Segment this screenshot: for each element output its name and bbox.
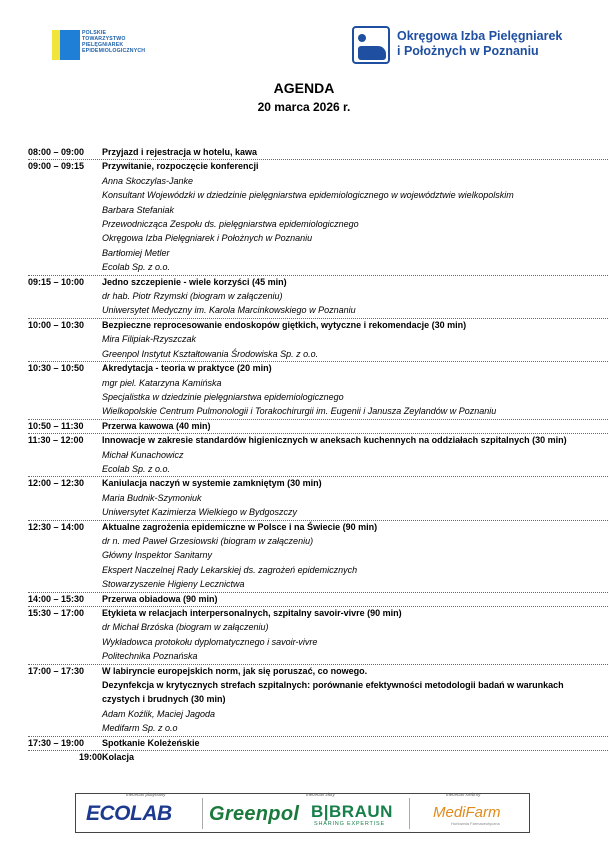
oipip-logo-text: Okręgowa Izba Pielęgniarek i Położnych w Poznaniu	[397, 29, 563, 58]
agenda-content	[102, 159, 608, 274]
agenda-content	[102, 750, 608, 764]
agenda-speaker-line: Wykładowca protokołu dyplomatycznego i savoir-vivre	[102, 636, 318, 647]
agenda-session-title: Spotkanie Koleżeńskie	[102, 737, 200, 748]
agenda-item	[28, 318, 608, 361]
agenda-time: 08:00 – 09:00	[28, 147, 85, 157]
agenda-session-title: Przyjazd i rejestracja w hotelu, kawa	[102, 147, 258, 157]
caption-gold: mecenas złoty	[306, 792, 335, 797]
agenda-speaker-line: Maria Budnik-Szymoniuk	[102, 492, 202, 503]
agenda-time: 14:00 – 15:30	[28, 593, 85, 604]
page-title: AGENDA	[273, 80, 335, 96]
agenda-speaker-line: Politechnika Poznańska	[102, 651, 198, 662]
agenda-item	[28, 159, 608, 274]
sponsor-divider	[202, 798, 203, 829]
agenda-speaker-line: Okręgowa Izba Pielęgniarek i Położnych w Poznaniu	[102, 233, 313, 244]
agenda-item	[28, 664, 608, 736]
agenda-speaker-line: Konsultant Wojewódzki w dziedzinie pielęgniarstwa epidemiologicznego w województwie wielkopolskim	[102, 190, 514, 201]
agenda-speaker-line: Anna Skoczylas-Janke	[102, 175, 194, 186]
agenda-content	[102, 592, 608, 606]
agenda-session-title: Jedno szczepienie - wiele korzyści (45 min)	[102, 276, 287, 287]
agenda-time: 15:30 – 17:00	[28, 608, 85, 618]
agenda-session-title: Akredytacja - teoria w praktyce (20 min)	[102, 363, 272, 374]
ptpe-logo	[52, 30, 162, 62]
agenda-item	[28, 476, 608, 519]
sponsor-divider	[409, 798, 410, 829]
agenda-session-title: Etykieta w relacjach interpersonalnych, szpitalny savoir-vivre (90 min)	[102, 608, 402, 618]
agenda-time: 17:00 – 17:30	[28, 665, 85, 676]
agenda-speaker-line: Ecolab Sp. z o.o.	[102, 463, 171, 474]
agenda-speaker-line: dr hab. Piotr Rzymski (biogram w załączeniu)	[102, 291, 283, 302]
agenda-session-title: Dezynfekcja w krytycznych strefach szpitalnych: porównanie efektywności metodologii badań w warunkach czystych i brudnych (30 min)	[102, 680, 564, 705]
agenda-time: 09:15 – 10:00	[28, 276, 85, 287]
agenda-session-title: Przerwa kawowa (40 min)	[102, 420, 211, 431]
agenda-speaker-line: mgr piel. Katarzyna Kamińska	[102, 377, 222, 388]
agenda-speaker-line: Adam Koźlik, Maciej Jagoda	[102, 708, 216, 719]
oipip-logo	[352, 26, 562, 66]
agenda-item	[28, 361, 608, 419]
event-date: 20 marca 2026 r.	[257, 100, 351, 114]
agenda-content	[102, 736, 608, 750]
agenda-item	[28, 750, 608, 764]
agenda-item	[28, 275, 608, 318]
agenda-time: 10:50 – 11:30	[28, 420, 84, 431]
agenda-session-title: Innowacje w zakresie standardów higienicznych w aneksach kuchennych na oddziałach szpitalnych (30 min)	[102, 435, 567, 446]
agenda-session-title: Kolacja	[102, 752, 135, 763]
agenda-session-title: Bezpieczne reprocesowanie endoskopów giętkich, wytyczne i rekomendacje (30 min)	[102, 319, 467, 330]
medifarm-tagline: Hurtownia Farmaceutyczna	[451, 821, 500, 826]
greenpol-logo: Greenpol	[209, 803, 300, 825]
sponsors-bar	[75, 793, 530, 833]
agenda-list	[28, 145, 608, 764]
agenda-session-title: Kaniulacja naczyń w systemie zamkniętym (30 min)	[102, 478, 322, 489]
agenda-speaker-line: dr Michał Brzóska (biogram w załączeniu)	[102, 622, 269, 633]
agenda-item	[28, 520, 608, 592]
agenda-time: 09:00 – 09:15	[28, 161, 85, 172]
agenda-speaker-line: Bartłomiej Metler	[102, 247, 170, 258]
agenda-speaker-line: Uniwersytet Medyczny im. Karola Marcinkowskiego w Poznaniu	[102, 305, 356, 316]
agenda-item	[28, 606, 608, 664]
agenda-content	[102, 520, 608, 592]
agenda-speaker-line: Ecolab Sp. z o.o.	[102, 262, 171, 273]
ptpe-logo-text: POLSKIE TOWARZYSTWO PIELĘGNIAREK EPIDEMIOLOGICZNYCH	[82, 30, 146, 54]
agenda-speaker-line: Stowarzyszenie Higieny Lecznictwa	[102, 579, 245, 590]
agenda-content	[102, 419, 608, 433]
ecolab-logo: ECOLAB	[86, 802, 172, 825]
agenda-speaker-line: dr n. med Paweł Grzesiowski (biogram w załączeniu)	[102, 535, 314, 546]
bbraun-logo: B|BRAUN	[311, 802, 393, 821]
agenda-speaker-line: Wielkopolskie Centrum Pulmonologii i Torakochirurgii im. Eugenii i Janusza Zeylandów w Poznaniu	[102, 406, 497, 417]
agenda-speaker-line: Greenpol Instytut Kształtowania Środowiska Sp. z o.o.	[102, 348, 319, 359]
oipip-logo-icon	[352, 26, 390, 64]
agenda-item	[28, 145, 608, 159]
agenda-content	[102, 361, 608, 419]
caption-silver: mecenas srebrny	[446, 792, 481, 797]
agenda-speaker-line: Uniwersytet Kazimierza Wielkiego w Bydgoszczy	[102, 507, 297, 518]
agenda-content	[102, 433, 608, 476]
ptpe-logo-mark-blue	[60, 30, 80, 60]
agenda-content	[102, 606, 608, 664]
agenda-time: 10:00 – 10:30	[28, 319, 85, 330]
agenda-session-title: Aktualne zagrożenia epidemiczne w Polsce i na Świecie (90 min)	[102, 521, 378, 532]
agenda-time: 11:30 – 12:00	[28, 435, 84, 446]
agenda-item	[28, 433, 608, 476]
medifarm-logo: MediFarm	[433, 804, 501, 821]
agenda-item	[28, 592, 608, 606]
agenda-session-title: Przerwa obiadowa (90 min)	[102, 593, 218, 604]
agenda-time: 12:00 – 12:30	[28, 478, 85, 489]
agenda-content	[102, 318, 608, 361]
agenda-speaker-line: Medifarm Sp. z o.o	[102, 723, 178, 734]
agenda-speaker-line: Michał Kunachowicz	[102, 449, 184, 460]
agenda-time: 10:30 – 10:50	[28, 363, 85, 374]
agenda-speaker-line: Specjalistka w dziedzinie pielęgniarstwa epidemiologicznego	[102, 391, 344, 402]
agenda-content	[102, 275, 608, 318]
agenda-speaker-line: Barbara Stefaniak	[102, 204, 175, 215]
agenda-speaker-line: Ekspert Naczelnej Rady Lekarskiej ds. zagrożeń epidemicznych	[102, 564, 358, 575]
agenda-session-title: Przywitanie, rozpoczęcie konferencji	[102, 161, 259, 172]
agenda-speaker-line: Mira Filipiak-Rzyszczak	[102, 334, 197, 345]
bbraun-tagline: SHARING EXPERTISE	[314, 821, 385, 827]
agenda-time: 17:30 – 19:00	[28, 737, 85, 748]
agenda-time: 19:00	[78, 752, 102, 763]
agenda-time: 12:30 – 14:00	[28, 521, 85, 532]
agenda-speaker-line: Główny Inspektor Sanitarny	[102, 550, 213, 561]
caption-platinum: mecenas platynowy	[126, 792, 166, 797]
agenda-item	[28, 419, 608, 433]
agenda-speaker-line: Przewodnicząca Zespołu ds. pielęgniarstwa epidemiologicznego	[102, 219, 359, 230]
agenda-item	[28, 736, 608, 750]
agenda-content	[102, 476, 608, 519]
agenda-session-title: W labiryncie europejskich norm, jak się poruszać, co nowego.	[102, 665, 368, 676]
agenda-content	[102, 664, 608, 736]
agenda-content	[102, 145, 608, 159]
